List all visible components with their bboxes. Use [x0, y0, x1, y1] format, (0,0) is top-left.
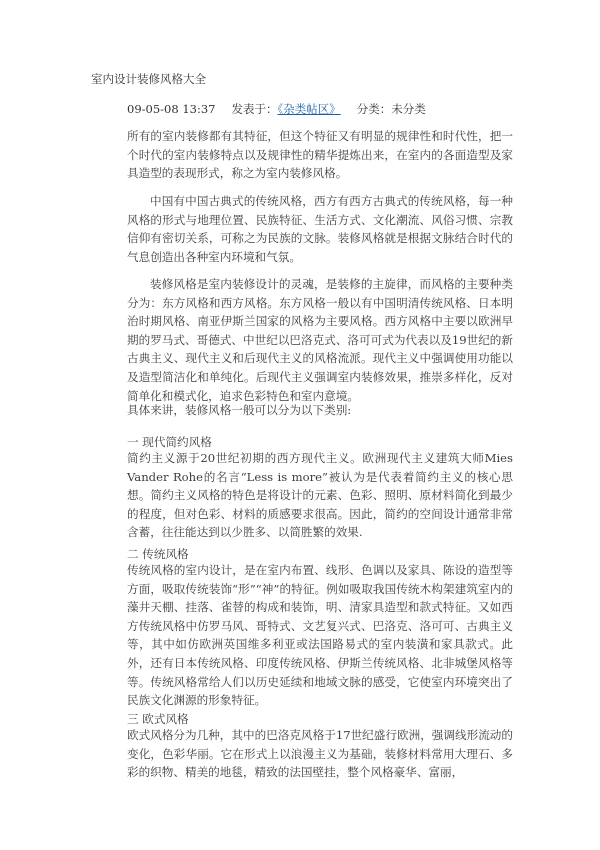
post-datetime: 09-05-08 13:37 — [127, 102, 216, 116]
category-link[interactable]: 《杂类帖区》 — [277, 102, 341, 116]
section-heading-traditional: 二 传统风格 — [127, 547, 189, 561]
section-heading-modern: 一 现代简约风格 — [127, 435, 212, 449]
posted-in-label: 发表于： — [231, 102, 278, 116]
section-body-european: 欧式风格分为几种，其中的巴洛克风格于17世纪盛行欧洲，强调线形流动的变化，色彩华丽。它在形式上以浪漫主义为基础，装修材料常用大理石、多彩的织物、精美的地毯，精致的法国壁挂，整个风格豪华、富丽， — [127, 728, 513, 780]
classification-label: 分类： — [356, 102, 392, 116]
paragraph-1: 所有的室内装修都有其特征，但这个特征又有明显的规律性和时代性，把一个时代的室内装修特点以及规律性的精华提炼出来，在室内的各面造型及家具造型的表现形式，称之为室内装修风格。 — [127, 129, 513, 181]
paragraph-3: 装修风格是室内装修设计的灵魂，是装修的主旋律，而风格的主要种类分为：东方风格和西方风格。东方风格一般以有中国明清传统风格、日本明治时期风格、南亚伊斯兰国家的风格为主要风格。西方风格中主要以欧洲早期的罗马式、哥德式、中世纪以巴洛克式、洛可可式为代表以及19世纪的新古典主义、现代主义和后现代主义的风格流派。现代主义中强调使用功能以及造型简洁化和单纯化。后现代主义强调室内装修效果，推崇多样化，反对简单化和模式化，追求色彩特色和室内意境。 — [127, 277, 513, 403]
section-body-traditional: 传统风格的室内设计，是在室内布置、线形、色调以及家具、陈设的造型等方面，吸取传统装饰“形”“神”的特征。例如吸取我国传统木构架建筑室内的藻井天棚、挂落、雀替的构成和装饰，明、清家具造型和款式特征。又如西方传统风格中仿罗马风、哥特式、文艺复兴式、巴洛克、洛可可、古典主义等，其中如仿欧洲英国维多利亚或法国路易式的室内装潢和家具款式。此外，还有日本传统风格、印度传统风格、伊斯兰传统风格、北非城堡风格等等。传统风格常给人们以历史延续和地域文脉的感受，它使室内环境突出了民族文化渊源的形象特征。 — [127, 563, 513, 708]
document-title: 室内设计装修风格大全 — [91, 72, 206, 86]
intro-line: 具体来讲，装修风格一般可以分为以下类别: — [127, 403, 352, 417]
classification-value: 未分类 — [391, 102, 426, 116]
paragraph-2: 中国有中国古典式的传统风格，西方有西方古典式的传统风格，每一种风格的形式与地理位置、民族特征、生活方式、文化潮流、风俗习惯、宗教信仰有密切关系，可称之为民族的文脉。装修风格就是根据文脉结合时代的气息创造出各种室内环境和气氛。 — [127, 194, 513, 264]
section-heading-european: 三 欧式风格 — [127, 712, 189, 726]
section-body-modern: 简约主义源于20世纪初期的西方现代主义。欧洲现代主义建筑大师Mies Vander Rohe的名言“Less is more”被认为是代表着简约主义的核心思想。简约主义风格的特色是将设计的元素、色彩、照明、原材料简化到最少的程度，但对色彩、材料的质感要求很高。因此，简约的空间设计通常非常含蓄，往往能达到以少胜多、以简胜繁的效果. — [127, 451, 513, 540]
post-meta — [127, 101, 426, 117]
